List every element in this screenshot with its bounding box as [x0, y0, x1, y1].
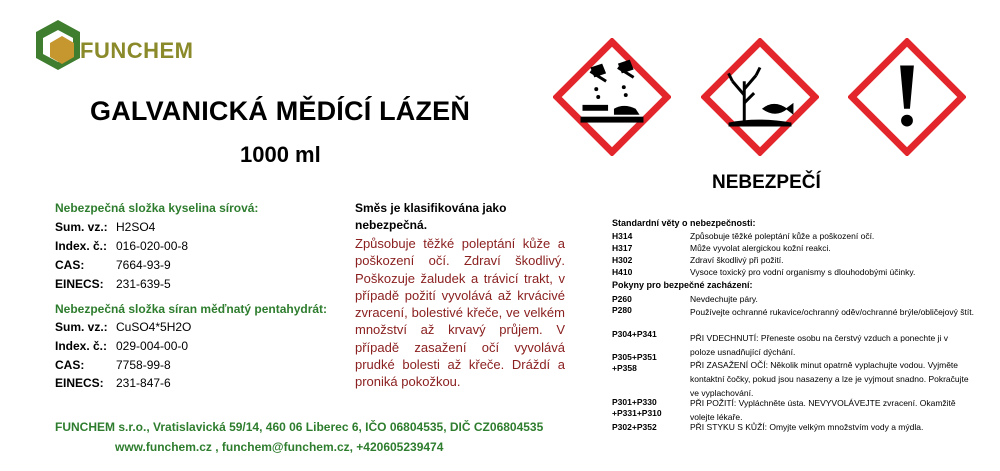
component-heading: Nebezpečná složka kyselina sírová:	[55, 201, 259, 215]
field-label: CAS:	[55, 358, 85, 372]
field-value: 231-639-5	[116, 277, 171, 291]
field-label: Index. č.:	[55, 239, 108, 253]
precaution-text: PŘI POŽITÍ: Vypláchněte ústa. NEVYVOLÁVEJTE zvracení. Okamžitě volejte lékaře.	[690, 398, 956, 422]
field-label: Sum. vz.:	[55, 220, 108, 234]
environment-icon	[701, 38, 819, 156]
field-label: Sum. vz.:	[55, 320, 108, 334]
precaution-code: P280	[612, 305, 632, 315]
hazard-code: H302	[612, 255, 633, 265]
classification-text: Způsobuje těžké poleptání kůže a poškození očí. Zdraví škodlivý. Poškozuje žaludek a trávicí trakt, v případě požití vyvolává až krvácivé zvracení, bolestivé křeče, ve velkém množství až krvavý průjem. V případě zasažení očí vyvolává prudké bolesti až křeče. Dráždí a proniká pokožkou.	[355, 236, 565, 390]
hazard-text: Může vyvolat alergickou kožní reakci.	[690, 243, 831, 253]
field-value: 016-020-00-8	[116, 239, 189, 253]
precaution-text: Nevdechujte páry.	[690, 294, 758, 304]
field-value: H2SO4	[116, 220, 156, 234]
hazard-text: Způsobuje těžké poleptání kůže a poškození očí.	[690, 231, 875, 241]
brand-name: FUNCHEM	[80, 38, 194, 63]
exclamation-icon	[848, 38, 966, 156]
hazard-code: H314	[612, 231, 633, 241]
precaution-text: PŘI ZASAŽENÍ OČÍ: Několik minut opatrně vyplachujte vodou. Vyjměte kontaktní čočky, pokud jsou nasazeny a lze je vyjmout snadno. Pokračujte ve vyplachování.	[690, 360, 969, 398]
component-heading: Nebezpečná složka síran měďnatý pentahydrát:	[55, 302, 328, 316]
precaution-code: P302+P352	[612, 422, 657, 432]
field-value: 231-847-6	[116, 376, 171, 390]
field-label: EINECS:	[55, 277, 104, 291]
field-value: CuSO4*5H2O	[116, 320, 192, 334]
hazard-heading: Standardní věty o nebezpečnosti:	[612, 218, 756, 228]
hazard-text: Vysoce toxický pro vodní organismy s dlouhodobými účinky.	[690, 267, 916, 277]
field-value: 7758-99-8	[116, 358, 171, 372]
signal-word: NEBEZPEČÍ	[712, 172, 821, 193]
product-title: GALVANICKÁ MĚDÍCÍ LÁZEŇ	[90, 96, 471, 126]
hazard-text: Zdraví škodlivý při požití.	[690, 255, 784, 265]
precaution-text: PŘI VDECHNUTÍ: Přeneste osobu na čerstvý vzduch a ponechte ji v poloze usnadňující dýchání.	[690, 333, 948, 357]
product-volume: 1000 ml	[240, 142, 321, 167]
field-label: EINECS:	[55, 376, 104, 390]
classification-heading: Směs je klasifikována jako nebezpečná.	[355, 201, 507, 232]
hazard-code: H317	[612, 243, 633, 253]
hazard-code: H410	[612, 267, 633, 277]
precaution-code: P305+P351 +P358	[612, 352, 657, 373]
field-value: 029-004-00-0	[116, 339, 189, 353]
footer-contact: www.funchem.cz , funchem@funchem.cz, +420605239474	[115, 440, 444, 454]
precaution-code: P304+P341	[612, 329, 657, 339]
precaution-code: P260	[612, 294, 632, 304]
field-value: 7664-93-9	[116, 258, 171, 272]
precaution-code: P301+P330 +P331+P310	[612, 397, 662, 418]
precaution-text: Používejte ochranné rukavice/ochranný oděv/ochranné brýle/obličejový štít.	[690, 307, 974, 317]
corrosion-icon	[553, 38, 671, 156]
field-label: CAS:	[55, 258, 85, 272]
precaution-text: PŘI STYKU S KŮŽÍ: Omyjte velkým množstvím vody a mýdla.	[690, 422, 924, 432]
footer-company: FUNCHEM s.r.o., Vratislavická 59/14, 460 06 Liberec 6, IČO 06804535, DIČ CZ06804535	[55, 420, 544, 434]
precaution-heading: Pokyny pro bezpečné zacházení:	[612, 280, 753, 290]
field-label: Index. č.:	[55, 339, 108, 353]
